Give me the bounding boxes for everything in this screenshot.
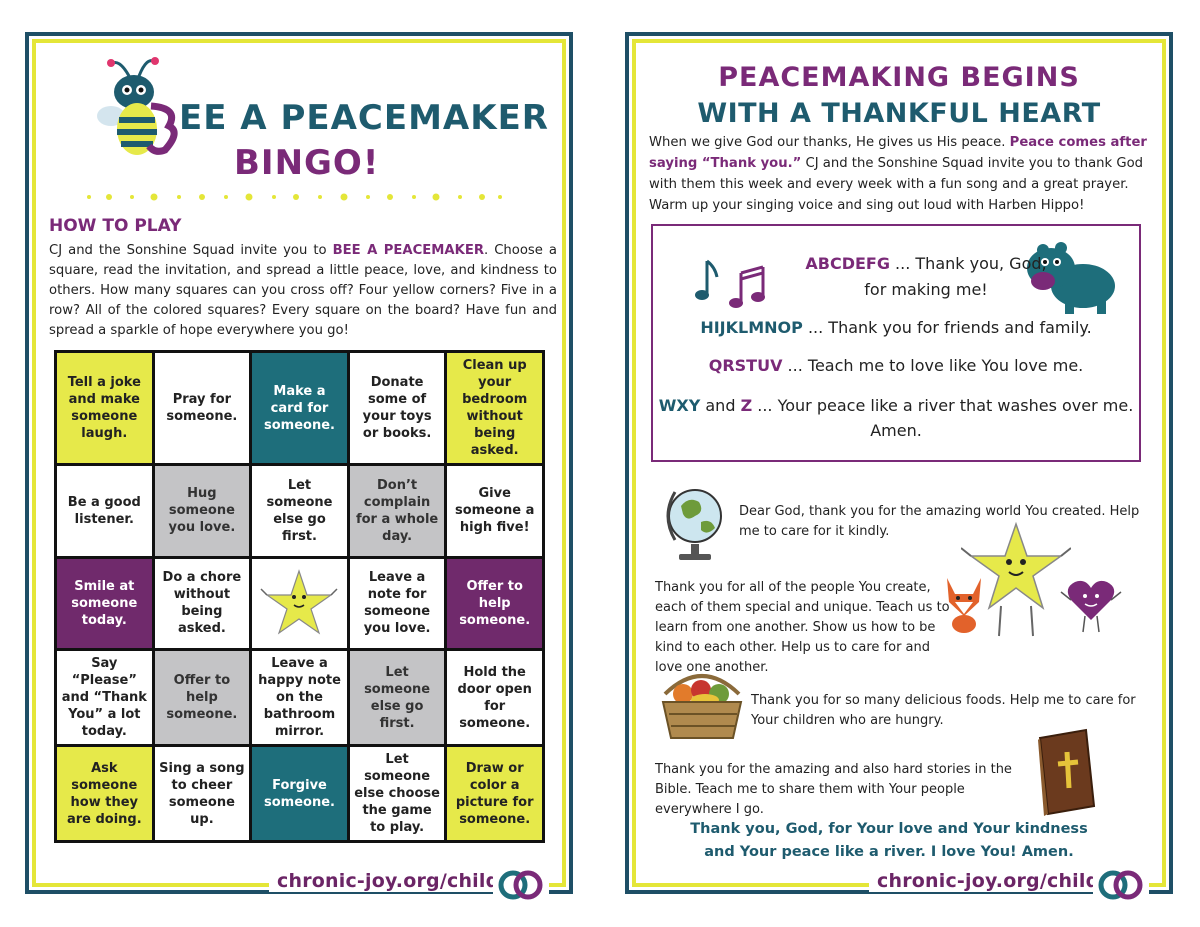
song-box <box>651 224 1141 462</box>
bingo-square[interactable] <box>57 466 152 556</box>
bingo-square[interactable] <box>447 559 542 649</box>
bingo-square[interactable] <box>252 559 347 649</box>
thankful-title-line2: WITH A THANKFUL HEART <box>697 98 1101 129</box>
bingo-square[interactable] <box>155 559 250 649</box>
footer-url[interactable]: chronic-joy.org/children <box>269 870 544 892</box>
bingo-square[interactable] <box>57 651 152 744</box>
bingo-square-text: Let someone else go first. <box>364 664 431 731</box>
bingo-square[interactable] <box>252 353 347 463</box>
how-intro: CJ and the Sonshine Squad invite you to <box>49 243 333 258</box>
food-basket-icon <box>655 664 750 742</box>
thankful-title-line1: PEACEMAKING BEGINS <box>718 62 1080 93</box>
song-text-1: ... Thank you, God, <box>889 254 1047 273</box>
bingo-square[interactable] <box>350 466 445 556</box>
bingo-square-text: Don’t complain for a whole day. <box>355 477 439 544</box>
bingo-square-text: Let someone else go first. <box>266 477 333 544</box>
bingo-square-text: Clean up your bedroom without being asked. <box>462 358 528 458</box>
chronic-joy-logo-icon <box>1093 868 1149 902</box>
how-highlight: BEE A PEACEMAKER <box>332 243 484 258</box>
song-and: and <box>700 396 741 415</box>
bingo-square[interactable] <box>57 559 152 649</box>
bingo-square[interactable] <box>350 353 445 463</box>
bingo-square-text: Offer to help someone. <box>459 578 531 628</box>
bingo-square-text: Give someone a high five! <box>455 486 535 536</box>
how-rest: . Choose a square, read the invitation, and spread a little peace, love, and kindness to others. How many squares can you cross off? Four yellow corners? Five in a row? All of the colored squares? Every square on the board? Have fun and spread a sparkle of hope everywhere you go! <box>49 243 557 338</box>
bingo-square-text: Leave a note for someone you love. <box>363 570 431 637</box>
dot-divider <box>84 192 504 202</box>
bingo-square-text: Let someone else choose the game to play. <box>354 752 440 835</box>
intro-highlight: Peace comes after saying “Thank you.” <box>649 135 1147 171</box>
song-line-5: Amen. <box>870 421 922 440</box>
bingo-square[interactable] <box>447 651 542 744</box>
song-text-2: ... Thank you for friends and family. <box>802 318 1092 337</box>
prayer-bible: Thank you for the amazing and also hard stories in the Bible. Teach me to share them with Your people everywhere I go. <box>655 762 1012 817</box>
bingo-square-text: Ask someone how they are doing. <box>66 760 142 827</box>
fox-character-icon <box>939 574 989 634</box>
bingo-square[interactable] <box>447 353 542 463</box>
thankful-page <box>625 32 1173 894</box>
bingo-grid <box>54 350 545 843</box>
song-text-4: ... Your peace like a river that washes over me. <box>752 396 1134 415</box>
chronic-joy-logo-icon <box>493 868 549 902</box>
bingo-square[interactable] <box>252 466 347 556</box>
thankful-intro <box>649 132 1149 216</box>
bible-icon <box>1034 726 1099 818</box>
prayer-people: Thank you for all of the people You create, each of them special and unique. Teach us to learn from one another. Show us how to be kind to each other. Help us to care for and love one another. <box>655 580 950 675</box>
bingo-square-text: Forgive someone. <box>264 777 335 810</box>
bingo-square-text: Smile at someone today. <box>71 578 138 628</box>
bingo-square-text: Donate some of your toys or books. <box>362 375 432 441</box>
globe-icon <box>657 478 737 566</box>
song-code-1: ABCDEFG <box>805 254 890 273</box>
bingo-square-text: Pray for someone. <box>166 392 238 424</box>
song-line-1b: for making me! <box>864 280 988 299</box>
bee-character-icon <box>89 54 179 164</box>
bingo-square[interactable] <box>252 651 347 744</box>
bingo-square-text: Leave a happy note on the bathroom mirror. <box>258 656 341 739</box>
bingo-square[interactable] <box>155 466 250 556</box>
song-line-1 <box>713 254 1139 273</box>
closing-prayer: Thank you, God, for Your love and Your kindness and Your peace like a river. I love You! Amen. <box>690 821 1088 860</box>
song-line-2 <box>653 318 1139 337</box>
bingo-square[interactable] <box>57 747 152 840</box>
bingo-square[interactable] <box>447 747 542 840</box>
prayer-food: Thank you for so many delicious foods. Help me to care for Your children who are hungry. <box>751 693 1136 728</box>
bingo-square[interactable] <box>155 353 250 463</box>
bingo-square-text: Draw or color a picture for someone. <box>455 760 534 827</box>
bingo-square-text: Hold the door open for someone. <box>457 664 532 731</box>
how-to-play-heading: HOW TO PLAY <box>49 216 182 236</box>
bingo-square-text: Say “Please” and “Thank You” a lot today. <box>61 656 147 739</box>
intro-b: CJ and the Sonshine Squad invite you to thank God with them this week and every week with a fun song and a great prayer. Warm up your singing voice and sing out loud with Harben Hippo! <box>649 156 1144 213</box>
bingo-square-text: Tell a joke and make someone laugh. <box>67 375 141 441</box>
hippo-character-icon <box>1021 236 1121 316</box>
footer-url[interactable]: chronic-joy.org/children <box>869 870 1144 892</box>
song-code-4a: WXY <box>658 396 701 415</box>
bingo-square-text: Do a chore without being asked. <box>162 570 242 637</box>
bingo-title-line2: BINGO! <box>234 143 380 183</box>
prayer-world: Dear God, thank you for the amazing world You created. Help me to care for it kindly. <box>739 504 1140 539</box>
song-line-3 <box>653 356 1139 375</box>
bingo-square-text: Hug someone you love. <box>168 486 236 536</box>
bingo-square-text: Be a good listener. <box>67 494 141 527</box>
bingo-square-text: Make a card for someone. <box>264 383 335 433</box>
bingo-square[interactable] <box>155 651 250 744</box>
how-to-play-text <box>49 241 557 341</box>
song-code-2: HIJKLMNOP <box>700 318 803 337</box>
bingo-square[interactable] <box>350 559 445 649</box>
bingo-square-text: Sing a song to cheer someone up. <box>159 760 245 827</box>
song-text-3: ... Teach me to love like You love me. <box>782 356 1084 375</box>
star-character-icon <box>259 563 339 643</box>
intro-a: When we give God our thanks, He gives us His peace. <box>649 135 1010 150</box>
song-code-3: QRSTUV <box>708 356 783 375</box>
bingo-square[interactable] <box>252 747 347 840</box>
bingo-square[interactable] <box>350 651 445 744</box>
song-line-4 <box>653 396 1139 415</box>
bingo-square[interactable] <box>155 747 250 840</box>
song-code-4b: Z <box>740 396 753 415</box>
bingo-square-text: Offer to help someone. <box>166 673 238 722</box>
bingo-square[interactable] <box>350 747 445 840</box>
bingo-square[interactable] <box>447 466 542 556</box>
heart-character-icon <box>1057 570 1125 634</box>
bingo-square[interactable] <box>57 353 152 463</box>
bingo-page <box>25 32 573 894</box>
bingo-title-line1: EE A PEACEMAKER <box>179 98 549 138</box>
